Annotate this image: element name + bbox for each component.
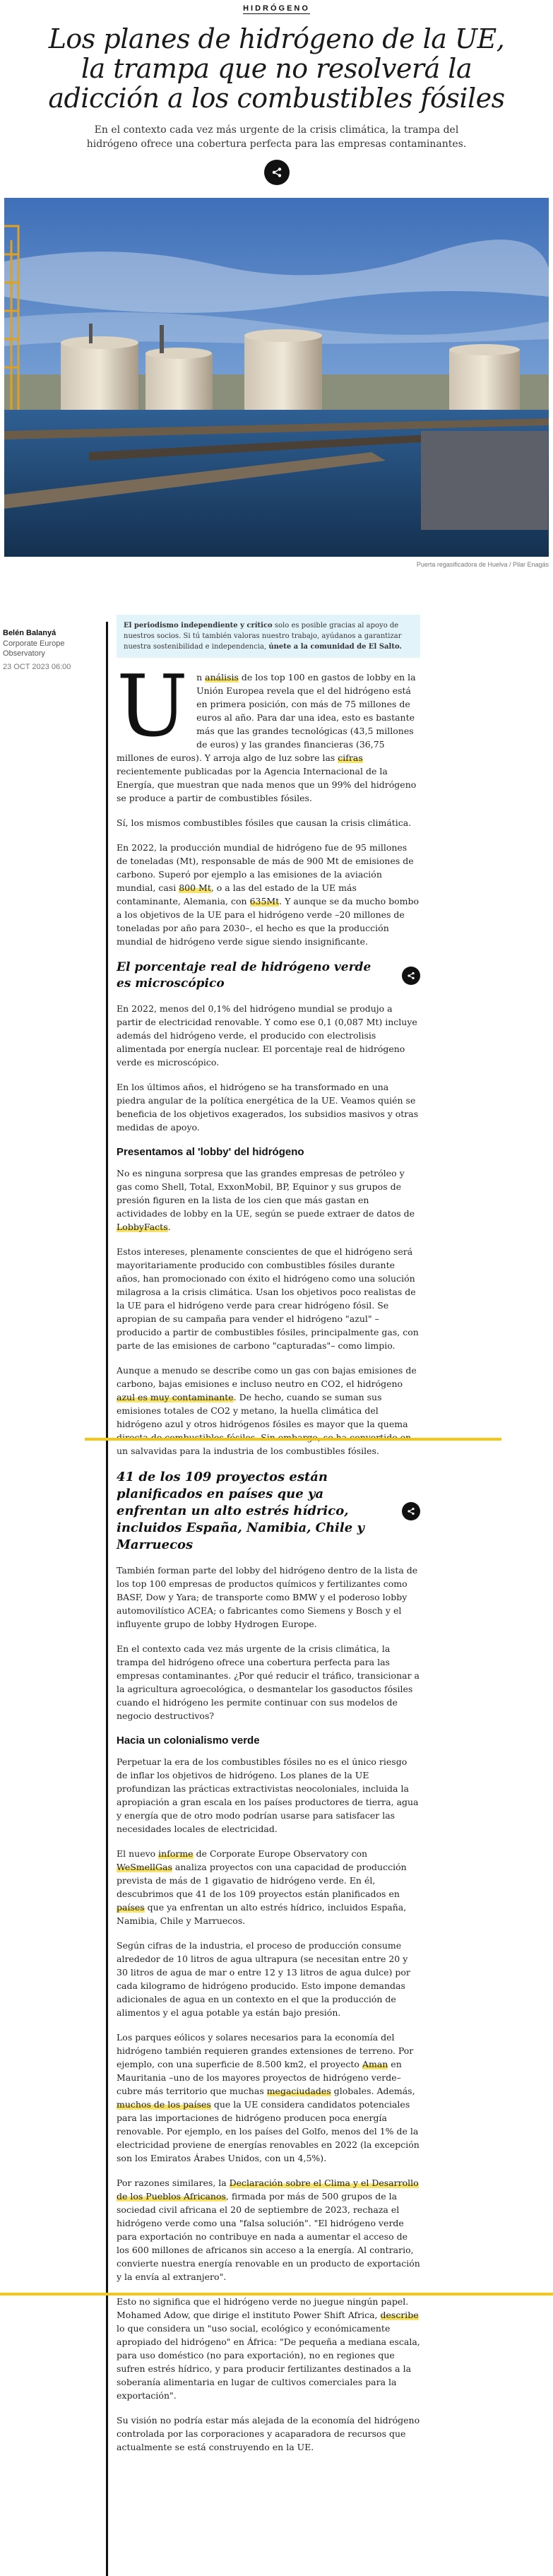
- author-org: Corporate Europe Observatory: [3, 639, 65, 658]
- share-quote-button[interactable]: [402, 1502, 420, 1520]
- share-button[interactable]: [264, 160, 290, 185]
- hero-caption: Puerta regasificadora de Huelva / Pilar Enagás: [416, 561, 549, 568]
- paragraph: Estos intereses, plenamente conscientes de que el hidrógeno será mayoritariamente producido con combustibles fósiles durante años, han promocionado con éxito el hidrógeno como una solución milagrosa a la crisis climática. Usan los objetivos poco realistas de la UE para el hidrógeno verde para crear hidrógeno fósil. Se apropian de su campaña para vender el hidrógeno "azul" –producido a partir de combustibles fósiles, principalmente gas, con parte de las emisiones de carbono "capturadas"– como limpio.: [117, 1246, 419, 1351]
- paragraph: Por razones similares, la Declaración sobre el Clima y el Desarrollo de los Pueblos Africanos, firmada por más de 500 grupos de la sociedad civil africana el 20 de septiembre de 2023, rechaza el hidrógeno verde como una "falsa solución". "El hidrógeno verde para exportación no contribuye en nada a aumentar el acceso de los 600 millones de africanos sin acceso a la energía. Al contrario, convierte nuestra energía renovable en un producto de exportación y la envía al extranjero".: [117, 2178, 420, 2282]
- pullquote-heading: 41 de los 109 proyectos están planificados en países que ya enfrentan un alto estrés hídrico, incluidos España, Namibia, Chile y Marruecos: [117, 1469, 420, 1554]
- page-subtitle: En el contexto cada vez más urgente de la crisis climática, la trampa del hidrógeno ofrece una cobertura perfecta para las empresas contaminantes.: [86, 124, 467, 150]
- dropcap: U: [117, 658, 189, 756]
- section-heading: Hacia un colonialismo verde: [117, 1735, 260, 1747]
- link-800mt[interactable]: 800 Mt: [179, 882, 211, 893]
- article-body: [117, 615, 420, 2465]
- link-declaracion[interactable]: Declaración sobre el Clima y el Desarrollo de los Pueblos Africanos: [117, 2178, 419, 2202]
- join-community-link[interactable]: únete a la comunidad de El Salto.: [268, 643, 402, 651]
- paragraph: Un análisis de los top 100 en gastos de lobby en la Unión Europea revela que el del hidrógeno está en primera posición, con más de 75 millones de euros al año. Para dar una idea, esto es bastante más que las grandes tecnológicas (43,5 millones de euros) y las grandes financieras (36,75 millones de euros). Y arroja algo de luz sobre las cifras recientemente publicadas por la Agencia Internacional de la Energía, que muestran que nada menos que un 99% del hidrógeno se produce a partir de combustibles fósiles.: [117, 658, 417, 803]
- section-kicker[interactable]: HIDRÓGENO: [243, 4, 310, 13]
- hero-image: [4, 198, 549, 557]
- link-megaciudades[interactable]: megaciudades: [266, 2086, 331, 2096]
- paragraph: En 2022, la producción mundial de hidrógeno fue de 95 millones de toneladas (Mt), responsable de más de 900 Mt de emisiones de carbono. Superó por ejemplo a las emisiones de la aviación mundial, casi 800 Mt, o a las del estado de la UE más contaminante, Alemania, con 635Mt. Y aunque se da mucho bombo a los objetivos de la UE para el hidrógeno verde –20 millones de toneladas por año para 2030–, el hecho es que la producción mundial de hidrógeno verde sigue siendo insignificante.: [117, 842, 419, 947]
- share-icon: [271, 167, 283, 178]
- article-rule: [106, 622, 108, 2576]
- link-wesmellgas[interactable]: WeSmellGas: [117, 1862, 172, 1872]
- paragraph: Sí, los mismos combustibles fósiles que causan la crisis climática.: [117, 817, 412, 828]
- link-describe[interactable]: describe: [380, 2310, 419, 2320]
- link-informe[interactable]: informe: [158, 1848, 194, 1859]
- paragraph: Según cifras de la industria, el proceso de producción consume alrededor de 10 litros de agua ultrapura (se necesitan entre 20 y 30 litros de agua de mar o entre 12 y 13 litros de agua dulce) por cada kilogramo de hidrógeno producido. Esto impone demandas adicionales de agua en un contexto en el que la producción de alimentos y el agua potable ya están bajo presión.: [117, 1940, 410, 2018]
- author-name[interactable]: Belén Balanyá: [3, 629, 57, 637]
- link-azul-contaminante[interactable]: azul es muy contaminante: [117, 1392, 234, 1402]
- paragraph: Aunque a menudo se describe como un gas con bajas emisiones de carbono, bajas emisiones e incluso neutro en CO2, el hidrógeno azul es muy contaminante. De hecho, cuando se suman sus emisiones totales de CO2 y metano, la huella climática del hidrógeno azul y otros hidrógenos fósiles es mayor que la quema un salvavidas para la industria de los combustibles fósiles.: [117, 1365, 417, 1456]
- paragraph: Los parques eólicos y solares necesarios para la economía del hidrógeno también requieren grandes extensiones de terreno. Por ejemplo, con una superficie de 8.500 km2, el proyecto Aman en Mauritania –uno de los mayores proyectos de hidrógeno verde– cubre más territorio que muchas megaciudades globales. Además, muchos de los países que la UE considera candidatos potenciales para las importaciones de hidrógeno producen poca energía renovable. Por ejemplo, en los países del Golfo, menos del 1% de la electricidad proviene de energías renovables en 2022 (la excepción son los Emiratos Árabes Unidos, con un 4,5%).: [117, 2032, 420, 2163]
- paragraph: Su visión no podría estar más alejada de la economía del hidrógeno controlada por las corporaciones y acaparadora de recursos que actualmente se está construyendo en la UE.: [117, 2415, 420, 2452]
- share-quote-button[interactable]: [402, 967, 420, 985]
- link-lobbyfacts[interactable]: LobbyFacts: [117, 1222, 168, 1232]
- paragraph: En 2022, menos del 0,1% del hidrógeno mundial se produjo a partir de electricidad renovable. Y como ese 0,1 (0,087 Mt) incluye además del hidrógeno verde, el producido con electrolisis alimentada por energía nuclear. El porcentaje real de hidrógeno verde es microscópico.: [117, 1003, 417, 1068]
- support-notice: El periodismo independiente y crítico solo es posible gracias al apoyo de nuestros socios. Si tú también valoras nuestro trabajo, ayúdanos a garantizar nuestra sostenibilidad e independencia, únete a la comunidad de El Salto.: [117, 615, 420, 658]
- author-meta: [3, 629, 102, 671]
- share-icon: [407, 971, 415, 980]
- link-cifras[interactable]: cifras: [338, 752, 363, 763]
- paragraph: El nuevo informe de Corporate Europe Observatory con WeSmellGas analiza proyectos con una capacidad de producción prevista de más de 1 gigavatio de hidrógeno verde. En él, descubrimos que 41 de los 109 proyectos están planificados en países que ya enfrentan un alto estrés hídrico, incluidos España, Namibia, Chile y Marruecos.: [117, 1848, 407, 1926]
- pullquote-heading: El porcentaje real de hidrógeno verde es microscópico: [117, 959, 420, 992]
- paragraph: También forman parte del lobby del hidrógeno dentro de la lista de los top 100 empresas de productos químicos y fertilizantes como BASF, Dow y Yara; de transporte como BMW y el poderoso lobby automovilístico ACEA; o fabricantes como Siemens y Bosch y el influyente grupo de lobby Hydrogen Europe.: [117, 1565, 418, 1629]
- share-icon: [407, 1507, 415, 1516]
- section-heading: Presentamos al 'lobby' del hidrógeno: [117, 1146, 304, 1158]
- paragraph: En los últimos años, el hidrógeno se ha transformado en una piedra angular de la política energética de la UE. Veamos quién se beneficia de los objetivos exagerados, los subsidios masivos y otras medidas de apoyo.: [117, 1082, 419, 1133]
- paragraph: En el contexto cada vez más urgente de la crisis climática, la trampa del hidrógeno ofrece una cobertura perfecta para las empresas contaminantes. ¿Por qué reducir el tráfico, transicionar a la agricultura agroecológica, o desmantelar los gasoductos fósiles cuando el hidrógeno les permite continuar con sus modelos de negocio destructivos?: [117, 1643, 420, 1721]
- accent-bar: [85, 1438, 501, 1441]
- link-paises[interactable]: países: [117, 1902, 145, 1913]
- lng-terminal-illustration: [4, 198, 549, 557]
- paragraph: Esto no significa que el hidrógeno verde no juegue ningún papel. Mohamed Adow, que dirige el instituto Power Shift Africa, describe lo que considera un "uso social, ecológico y económicamente apropiado del hidrógeno" en África: "De pequeña a mediana escala, para uso doméstico (no para exportación), no en regiones que sufren estrés hídrico, y para producir fertilizantes destinados a la soberanía alimentaria en lugar de cultivos comerciales para la exportación".: [117, 2296, 420, 2401]
- link-analisis[interactable]: análisis: [205, 672, 239, 683]
- publish-date: 23 OCT 2023 06:00: [3, 663, 71, 671]
- paragraph: Perpetuar la era de los combustibles fósiles no es el único riesgo de inflar los objetivos de hidrógeno. Los planes de la UE profundizan las prácticas extractivistas neocoloniales, incluida la apropiación a gran escala en los países productores de tierra, agua y energía que de otro modo podrían usarse para satisfacer las necesidades locales de electricidad.: [117, 1756, 419, 1834]
- page-title: Los planes de hidrógeno de la UE, la trampa que no resolverá la adicción a los combustibles fósiles: [48, 23, 505, 114]
- accent-bar: [0, 2293, 553, 2296]
- paragraph: No es ninguna sorpresa que las grandes empresas de petróleo y gas como Shell, Total, ExxonMobil, BP, Equinor y sus grupos de presión figuren en la lista de los cien que más gastan en actividades de lobby en la UE, según se puede extraer de datos de LobbyFacts.: [117, 1168, 415, 1232]
- link-635mt[interactable]: 635Mt: [249, 896, 280, 906]
- link-muchos-paises[interactable]: muchos de los países: [117, 2099, 211, 2110]
- link-aman[interactable]: Aman: [362, 2059, 388, 2069]
